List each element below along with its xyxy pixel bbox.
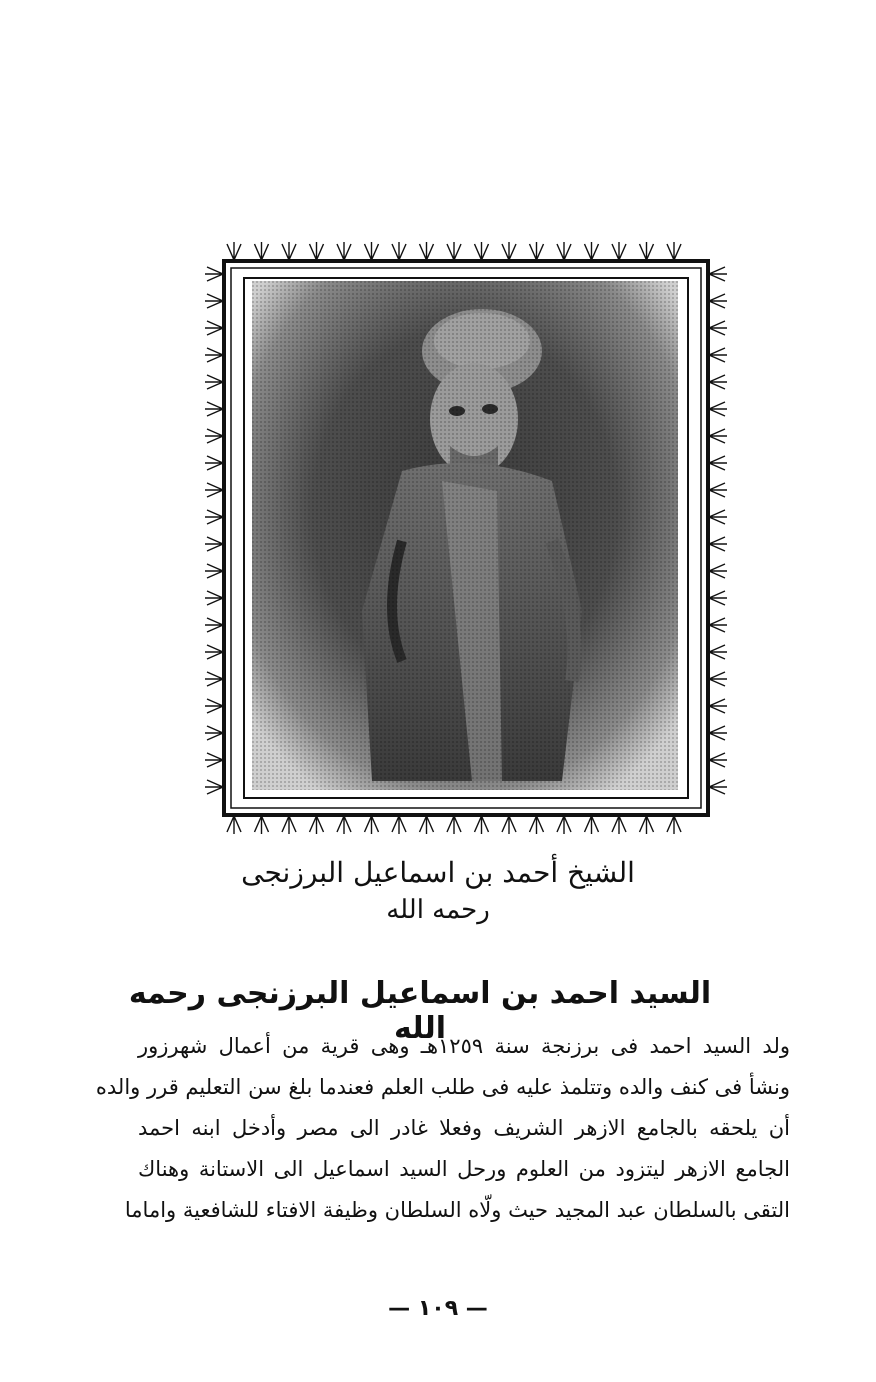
body-line: ونشأ فى كنف والده وتتلمذ عليه فى طلب العلم فعندما بلغ سن التعليم قرر والده <box>95 1075 790 1099</box>
body-line: ولد السيد احمد فى برزنجة سنة ١٢٥٩هـ وهى قرية من أعمال شهرزور <box>138 1034 790 1058</box>
body-line: أن يلحقه بالجامع الازهر الشريف وفعلا غادر الى مصر وأدخل ابنه احمد <box>138 1116 790 1140</box>
portrait-caption-blessing: رحمه الله <box>386 895 490 925</box>
portrait-caption-name: الشيخ أحمد بن اسماعيل البرزنجى <box>241 856 635 889</box>
section-heading: السيد احمد بن اسماعيل البرزنجى رحمه الله <box>128 976 712 1046</box>
body-line: الجامع الازهر ليتزود من العلوم ورحل السيد اسماعيل الى الاستانة وهناك <box>138 1157 790 1181</box>
page-number: — ١٠٩ — <box>388 1296 488 1321</box>
portrait-photo <box>252 281 678 790</box>
body-line: التقى بالسلطان عبد المجيد حيث ولّاه السلطان وظيفة الافتاء للشافعية واماما <box>124 1198 790 1222</box>
body-paragraph <box>95 1026 790 1231</box>
